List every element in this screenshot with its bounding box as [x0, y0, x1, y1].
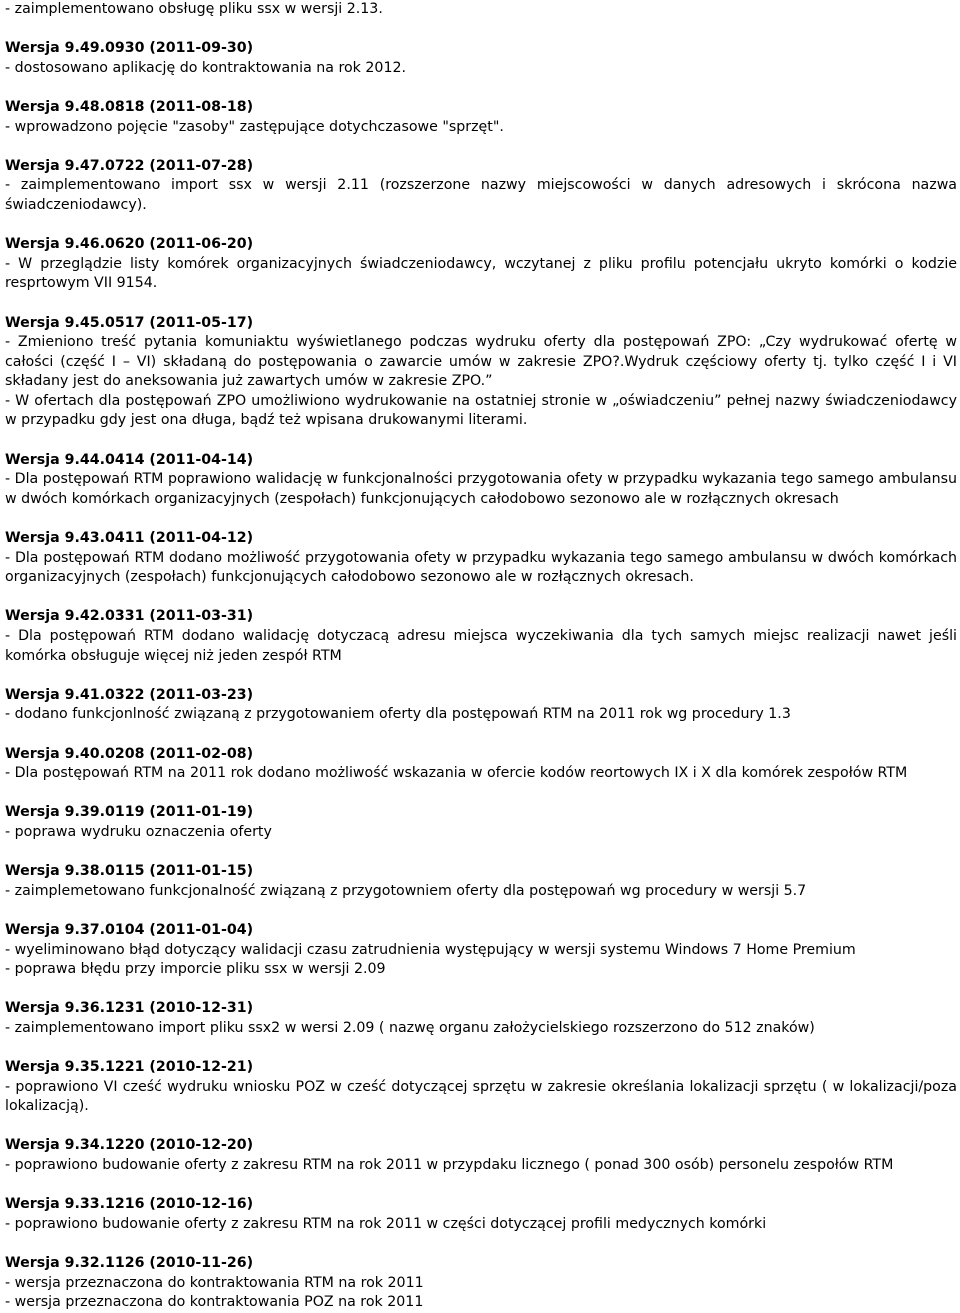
- version-heading: Wersja 9.35.1221 (2010-12-21): [5, 1059, 254, 1076]
- changelog-entry: [5, 98, 957, 137]
- version-heading: Wersja 9.36.1231 (2010-12-31): [5, 1000, 254, 1017]
- version-heading: Wersja 9.39.0119 (2011-01-19): [5, 804, 254, 821]
- version-heading: Wersja 9.41.0322 (2011-03-23): [5, 686, 254, 703]
- version-heading: Wersja 9.47.0722 (2011-07-28): [5, 157, 254, 174]
- change-description: - poprawa wydruku oznaczenia oferty: [5, 823, 272, 840]
- change-description: - poprawiono VI cześć wydruku wniosku POZ w cześć dotyczącej sprzętu w zakresie określania lokalizacji sprzętu ( w lokalizacji/poza lokalizacją).: [5, 1078, 957, 1115]
- changelog-entry: [5, 1254, 957, 1313]
- changelog-entry: [5, 745, 957, 784]
- change-description: - wersja przeznaczona do kontraktowania RTM na rok 2011: [5, 1274, 424, 1291]
- version-heading: Wersja 9.48.0818 (2011-08-18): [5, 98, 254, 115]
- changelog-entry: [5, 1136, 957, 1175]
- change-description: - W ofertach dla postępowań ZPO umożliwiono wydrukowanie na ostatniej stronie w „oświadczeniu” pełnej nazwy świadczeniodawcy w przypadku gdy jest ona długa, bądź też wpisana drukowanymi literami.: [5, 392, 957, 429]
- change-description: - Dla postępowań RTM na 2011 rok dodano możliwość wskazania w ofercie kodów reortowych IX i X dla komórek zespołów RTM: [5, 765, 908, 782]
- changelog-entry: [5, 999, 957, 1038]
- change-description: - Dla postępowań RTM dodano walidację dotyczacą adresu miejsca wyczekiwania dla tych samych miejsc realizacji nawet jeśli komórka obsługuje więcej niż jeden zespół RTM: [5, 628, 957, 664]
- changelog-entry: [5, 235, 957, 294]
- version-heading: Wersja 9.45.0517 (2011-05-17): [5, 314, 254, 331]
- changelog-entry: [5, 862, 957, 901]
- changelog-entries: [5, 39, 957, 1313]
- version-heading: Wersja 9.34.1220 (2010-12-20): [5, 1137, 254, 1154]
- change-description: - poprawa błędu przy imporcie pliku ssx w wersji 2.09: [5, 961, 386, 978]
- intro-line: - zaimplementowano obsługę pliku ssx w wersji 2.13.: [5, 1, 383, 17]
- changelog-entry: [5, 451, 957, 510]
- changelog-entry: [5, 803, 957, 842]
- changelog-entry: [5, 314, 957, 432]
- version-heading: Wersja 9.44.0414 (2011-04-14): [5, 451, 254, 468]
- change-description: - wprowadzono pojęcie "zasoby" zastępujące dotychczasowe "sprzęt".: [5, 118, 504, 135]
- version-heading: Wersja 9.42.0331 (2011-03-31): [5, 608, 254, 625]
- changelog-entry: [5, 686, 957, 725]
- version-heading: Wersja 9.37.0104 (2011-01-04): [5, 921, 254, 938]
- change-description: - Zmieniono treść pytania komuniaktu wyświetlanego podczas wydruku oferty dla postępowań ZPO: „Czy wydrukować ofertę w całości (część I – VI) składaną do postępowania o zawarcie umów w zakresie ZPO?.Wydruk częściowy oferty tj. tylko część I i VI składany jest do aneksowania już zawartych umów w zakresie ZPO.”: [5, 334, 957, 390]
- changelog-entry: [5, 607, 957, 666]
- version-heading: Wersja 9.40.0208 (2011-02-08): [5, 745, 254, 762]
- change-description: - wersja przeznaczona do kontraktowania POZ na rok 2011: [5, 1294, 424, 1311]
- version-heading: Wersja 9.49.0930 (2011-09-30): [5, 40, 254, 57]
- changelog-entry: [5, 157, 957, 216]
- changelog-entry: [5, 39, 957, 78]
- change-description: - wyeliminowano błąd dotyczący walidacji czasu zatrudnienia występujący w wersji systemu Windows 7 Home Premium: [5, 941, 856, 958]
- version-heading: Wersja 9.38.0115 (2011-01-15): [5, 863, 254, 880]
- changelog-entry: [5, 921, 957, 980]
- change-description: - poprawiono budowanie oferty z zakresu RTM na rok 2011 w części dotyczącej profili medycznych komórki: [5, 1215, 767, 1232]
- changelog-entry: [5, 1058, 957, 1117]
- version-heading: Wersja 9.33.1216 (2010-12-16): [5, 1196, 254, 1213]
- change-description: - dodano funkcjonlność związaną z przygotowaniem oferty dla postępowań RTM na 2011 rok wg procedury 1.3: [5, 706, 791, 723]
- change-description: - zaimplementowano import ssx w wersji 2.11 (rozszerzone nazwy miejscowości w danych adresowych i skrócona nazwa świadczeniodawcy).: [5, 177, 957, 213]
- version-heading: Wersja 9.46.0620 (2011-06-20): [5, 236, 254, 253]
- change-description: - zaimplementowano import pliku ssx2 w wersi 2.09 ( nazwę organu założycielskiego rozszerzono do 512 znaków): [5, 1019, 815, 1036]
- change-description: - Dla postępowań RTM dodano możliwość przygotowania ofety w przypadku wykazania tego samego ambulansu w dwóch komórkach organizacyjnych (zespołach) funkcjonujących całodobowo sezonowo ale w rozłącznych okresach.: [5, 549, 957, 586]
- change-description: - W przeglądzie listy komórek organizacyjnych świadczeniodawcy, wczytanej z pliku profilu potencjału ukryto komórki o kodzie resprtowym VII 9154.: [5, 255, 957, 292]
- change-description: - zaimplemetowano funkcjonalność związaną z przygotowniem oferty dla postępowań wg procedury w wersji 5.7: [5, 882, 807, 899]
- changelog-entry: [5, 1195, 957, 1234]
- change-description: - Dla postępowań RTM poprawiono walidację w funkcjonalności przygotowania ofety w przypadku wykazania tego samego ambulansu w dwóch komórkach organizacyjnych (zespołach) funkcjonujących całodobowo sezonowo ale w rozłącznych okresach: [5, 471, 957, 507]
- version-heading: Wersja 9.43.0411 (2011-04-12): [5, 530, 254, 547]
- version-heading: Wersja 9.32.1126 (2010-11-26): [5, 1255, 254, 1271]
- changelog-entry: [5, 529, 957, 588]
- change-description: - dostosowano aplikację do kontraktowania na rok 2012.: [5, 59, 407, 76]
- change-description: - poprawiono budowanie oferty z zakresu RTM na rok 2011 w przypdaku licznego ( ponad 300 osób) personelu zespołów RTM: [5, 1157, 894, 1174]
